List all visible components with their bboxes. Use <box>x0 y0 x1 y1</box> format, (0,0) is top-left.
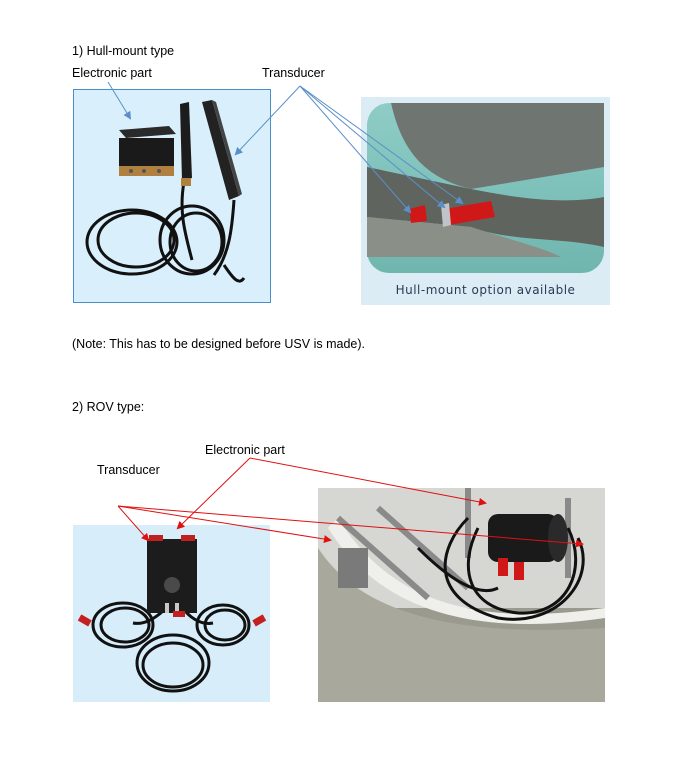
arrow-transducer-to-hull-3 <box>300 86 462 203</box>
arrow-transducer-rov-2 <box>118 506 330 540</box>
arrow-transducer-to-bar <box>236 86 300 154</box>
section1-heading: 1) Hull-mount type <box>72 44 175 58</box>
arrow-electronic-hull <box>108 82 130 118</box>
arrow-transducer-to-hull-1 <box>300 86 410 212</box>
hull-mount-caption: Hull-mount option available <box>395 283 576 297</box>
arrow-transducer-rov-1 <box>118 506 148 540</box>
arrow-transducer-to-hull-2 <box>300 86 444 207</box>
label-transducer-rov: Transducer <box>97 463 160 477</box>
arrow-transducer-rov-3 <box>118 506 582 544</box>
arrow-electronic-rov-2 <box>250 458 485 503</box>
section2-heading: 2) ROV type: <box>72 400 145 414</box>
label-transducer-hull: Transducer <box>262 66 325 80</box>
label-electronic-part-hull: Electronic part <box>72 66 152 80</box>
label-electronic-part-rov: Electronic part <box>205 443 285 457</box>
design-note: (Note: This has to be designed before USV is made). <box>72 337 365 351</box>
